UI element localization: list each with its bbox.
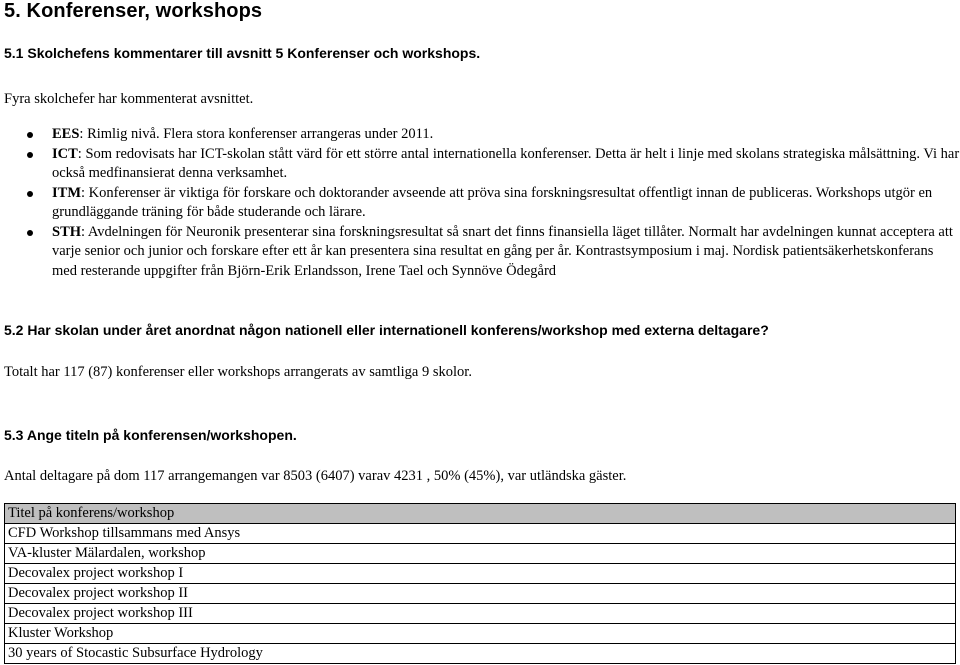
- table-row: [5, 644, 956, 664]
- list-item: [0, 184, 960, 223]
- table-row: [5, 584, 956, 604]
- bullet-icon: [27, 152, 33, 158]
- table-cell: 30 years of Stocastic Subsurface Hydrology: [5, 644, 956, 664]
- table-cell: CFD Workshop tillsammans med Ansys: [5, 524, 956, 544]
- comment-text: : Rimlig nivå. Flera stora konferenser arrangeras under 2011.: [79, 126, 434, 142]
- table-row: [5, 604, 956, 624]
- table-cell: Decovalex project workshop II: [5, 584, 956, 604]
- school-comments-list: [0, 125, 960, 281]
- comment-text: : Som redovisats har ICT-skolan stått värd för ett större antal internationella konferenser. Detta är helt i linje med skolans strategiska målsättning. Vi har också medfinansierat denna verksamhet.: [52, 145, 960, 181]
- comment-text: : Avdelningen för Neuronik presenterar sina forskningsresultat så snart det finns finansiella läget tillåter. Normalt har avdelningen kunnat acceptera att varje senior och junior och forskare efter ett år kan presentera sina resultat en gång per år. Kontrastsymposium i maj. Nordisk patientsäkerhetskonferans med resterande uppgifter från Björn-Erik Erlandsson, Irene Tael och Synnöve Ödegård: [52, 223, 953, 279]
- comment-text: : Konferenser är viktiga för forskare och doktorander avseende att pröva sina forskningsresultat offentligt innan de publiceras. Workshops utgör en grundläggande träning för både studerande och lärare.: [52, 184, 933, 220]
- table-row: [5, 564, 956, 584]
- bullet-icon: [27, 191, 33, 197]
- table-row: [5, 624, 956, 644]
- bullet-icon: [27, 132, 33, 138]
- table-row: [5, 544, 956, 564]
- bullet-icon: [27, 230, 33, 236]
- subsection-5-2-text: Totalt har 117 (87) konferenser eller workshops arrangerats av samtliga 9 skolor.: [4, 364, 472, 380]
- table-header: Titel på konferens/workshop: [5, 504, 956, 524]
- subsection-5-1-title: 5.1 Skolchefens kommentarer till avsnitt 5 Konferenser och workshops.: [4, 45, 481, 61]
- section-title: 5. Konferenser, workshops: [4, 0, 263, 22]
- list-item: [0, 223, 960, 282]
- subsection-5-2-title: 5.2 Har skolan under året anordnat någon nationell eller internationell konferens/workshop med externa deltagare?: [4, 322, 769, 338]
- list-item: [0, 125, 960, 145]
- school-key: ITM: [52, 184, 81, 201]
- table-row: [5, 524, 956, 544]
- list-item: [0, 145, 960, 184]
- school-key: EES: [52, 126, 80, 142]
- table-cell: Kluster Workshop: [5, 624, 956, 644]
- table-cell: VA-kluster Mälardalen, workshop: [5, 544, 956, 564]
- school-key: STH: [52, 223, 82, 240]
- subsection-5-1-intro: Fyra skolchefer har kommenterat avsnittet.: [4, 91, 254, 107]
- table-header-row: [5, 504, 956, 524]
- subsection-5-3-text: Antal deltagare på dom 117 arrangemangen var 8503 (6407) varav 4231 , 50% (45%), var utländska gäster.: [4, 468, 627, 484]
- table-cell: Decovalex project workshop I: [5, 564, 956, 584]
- school-key: ICT: [52, 145, 78, 162]
- subsection-5-3-title: 5.3 Ange titeln på konferensen/workshopen.: [4, 427, 297, 443]
- conference-table: [4, 503, 956, 664]
- table-cell: Decovalex project workshop III: [5, 604, 956, 624]
